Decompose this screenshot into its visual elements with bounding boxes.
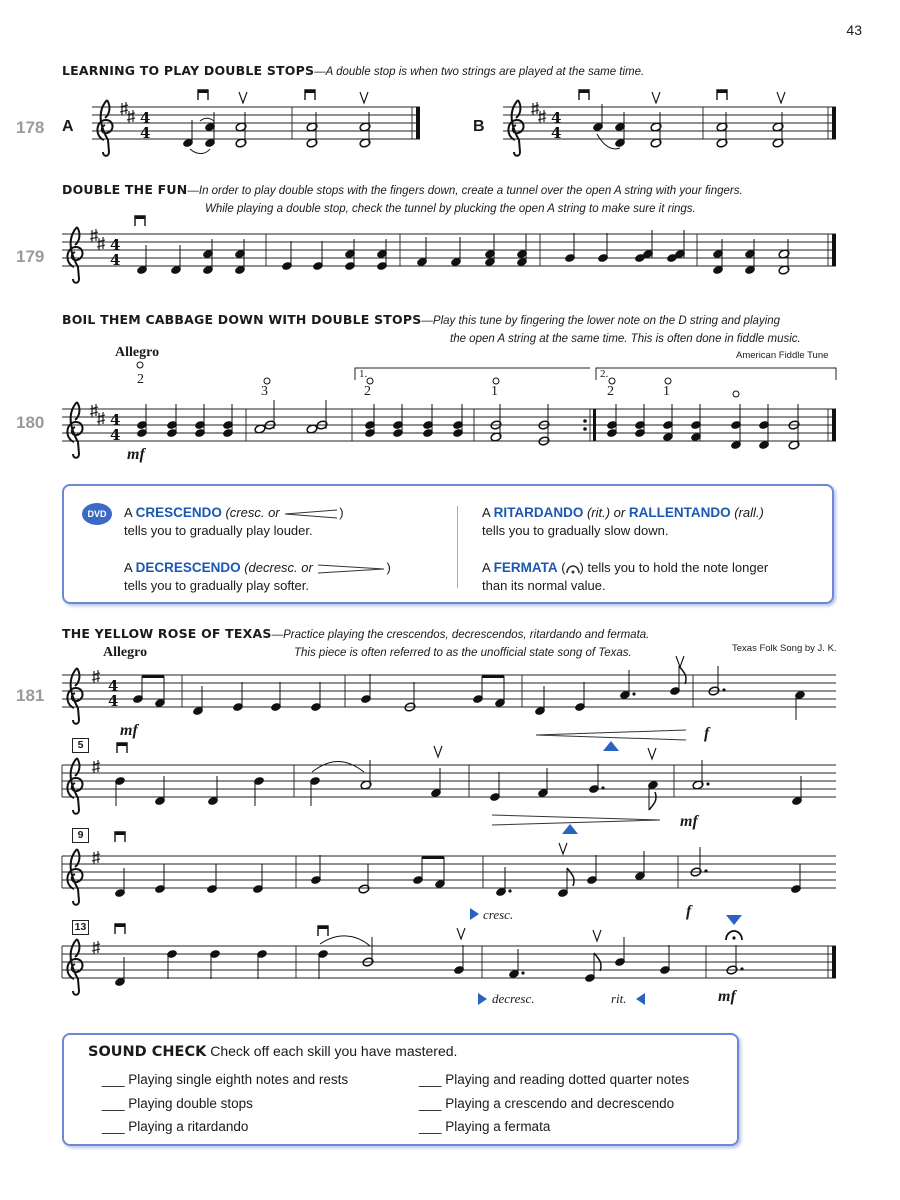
section-description: —Practice playing the crescendos, decrescendos, ritardando and fermata.: [271, 629, 650, 641]
term-decrescendo: DECRESCENDO: [135, 560, 241, 575]
skill-checklist-item[interactable]: ___ Playing a crescendo and decrescendo: [419, 1096, 675, 1111]
music-notation: 4 4: [0, 0, 900, 1200]
staff-181-line1: [62, 656, 836, 751]
part-label-b: B: [473, 118, 485, 135]
staff-181-line2: [62, 743, 836, 834]
term-rallentando: RALLENTANDO: [628, 505, 731, 520]
term-ritardando: RITARDANDO: [493, 505, 584, 520]
term-crescendo: CRESCENDO: [135, 505, 222, 520]
exercise-number: 178: [16, 118, 45, 137]
skill-checklist-item[interactable]: ___ Playing a fermata: [419, 1119, 551, 1134]
exercise-number: 181: [16, 686, 45, 705]
section-description-line2: the open A string at the same time. This is often done in fiddle music.: [450, 333, 801, 345]
part-label-a: A: [62, 118, 74, 135]
section-description-line2: This piece is often referred to as the unofficial state song of Texas.: [294, 647, 632, 659]
page-number: 43: [846, 22, 862, 38]
section-title: THE YELLOW ROSE OF TEXAS: [62, 626, 272, 641]
sound-check-title: SOUND CHECK Check off each skill you have mastered.: [88, 1043, 458, 1060]
dvd-badge-icon[interactable]: DVD: [82, 503, 112, 525]
staff-181-line4: [62, 915, 836, 1005]
volta-1-label: 1.: [359, 368, 368, 380]
tempo-marking: Allegro: [115, 345, 160, 360]
section-description: —In order to play double stops with the fingers down, create a tunnel over the open A string with your fingers.: [187, 185, 743, 197]
staff-181-line3: [62, 832, 836, 920]
composer-credit: American Fiddle Tune: [736, 350, 829, 361]
staff-178b: [503, 90, 836, 156]
measure-number: 13: [72, 920, 89, 935]
crescendo-definition: A CRESCENDO (cresc. or ) tells you to gradually play louder.: [124, 505, 344, 538]
sound-check-box: [62, 1033, 739, 1146]
skill-checklist-item[interactable]: ___ Playing single eighth notes and rests: [102, 1072, 349, 1087]
fingering: 1: [663, 384, 670, 399]
section-description: —Play this tune by fingering the lower note on the D string and playing: [421, 315, 781, 327]
dynamic-mark: f: [704, 725, 710, 742]
staff-178a: [92, 90, 420, 156]
section-description: —A double stop is when two strings are played at the same time.: [314, 66, 645, 78]
section-description-line2: While playing a double stop, check the tunnel by plucking the open A string to make sure it rings.: [205, 203, 696, 215]
dynamic-mark: mf: [120, 722, 138, 739]
decresc-marking: decresc.: [492, 991, 535, 1006]
dynamic-mark: mf: [127, 446, 145, 463]
tempo-marking: Allegro: [103, 645, 148, 660]
volta-2-label: 2.: [600, 368, 609, 380]
rit-marking: rit.: [611, 991, 627, 1006]
fingering: 3: [261, 384, 268, 399]
section-title: BOIL THEM CABBAGE DOWN WITH DOUBLE STOPS: [62, 312, 422, 327]
composer-credit: Texas Folk Song by J. K.: [732, 643, 837, 654]
exercise-number: 180: [16, 413, 45, 432]
fingering: 2: [364, 384, 371, 399]
exercise-number: 179: [16, 247, 45, 266]
dynamic-mark: f: [686, 903, 692, 920]
measure-number: 5: [72, 738, 89, 753]
ritardando-definition: A RITARDANDO (rit.) or RALLENTANDO (rall.) tells you to gradually slow down.: [482, 505, 764, 538]
term-fermata: FERMATA: [493, 560, 558, 575]
section-title: LEARNING TO PLAY DOUBLE STOPS: [62, 63, 315, 78]
fingering: 2: [607, 384, 614, 399]
fingering: 1: [491, 384, 498, 399]
decrescendo-definition: A DECRESCENDO (decresc. or ) tells you to gradually play softer.: [124, 560, 391, 593]
skill-checklist-item[interactable]: ___ Playing a ritardando: [102, 1119, 249, 1134]
dynamic-mark: mf: [680, 813, 698, 830]
fingering: 2: [137, 372, 144, 387]
staff-180: [62, 362, 836, 458]
section-title: DOUBLE THE FUN: [62, 182, 188, 197]
dynamic-mark: mf: [718, 988, 736, 1005]
skill-checklist-item[interactable]: ___ Playing double stops: [102, 1096, 253, 1111]
skill-checklist-item[interactable]: ___ Playing and reading dotted quarter notes: [419, 1072, 690, 1087]
staff-179: [62, 216, 836, 283]
fermata-definition: A FERMATA ( ) tells you to hold the note longer than its normal value.: [482, 560, 769, 593]
cresc-marking: cresc.: [483, 907, 514, 922]
measure-number: 9: [72, 828, 89, 843]
